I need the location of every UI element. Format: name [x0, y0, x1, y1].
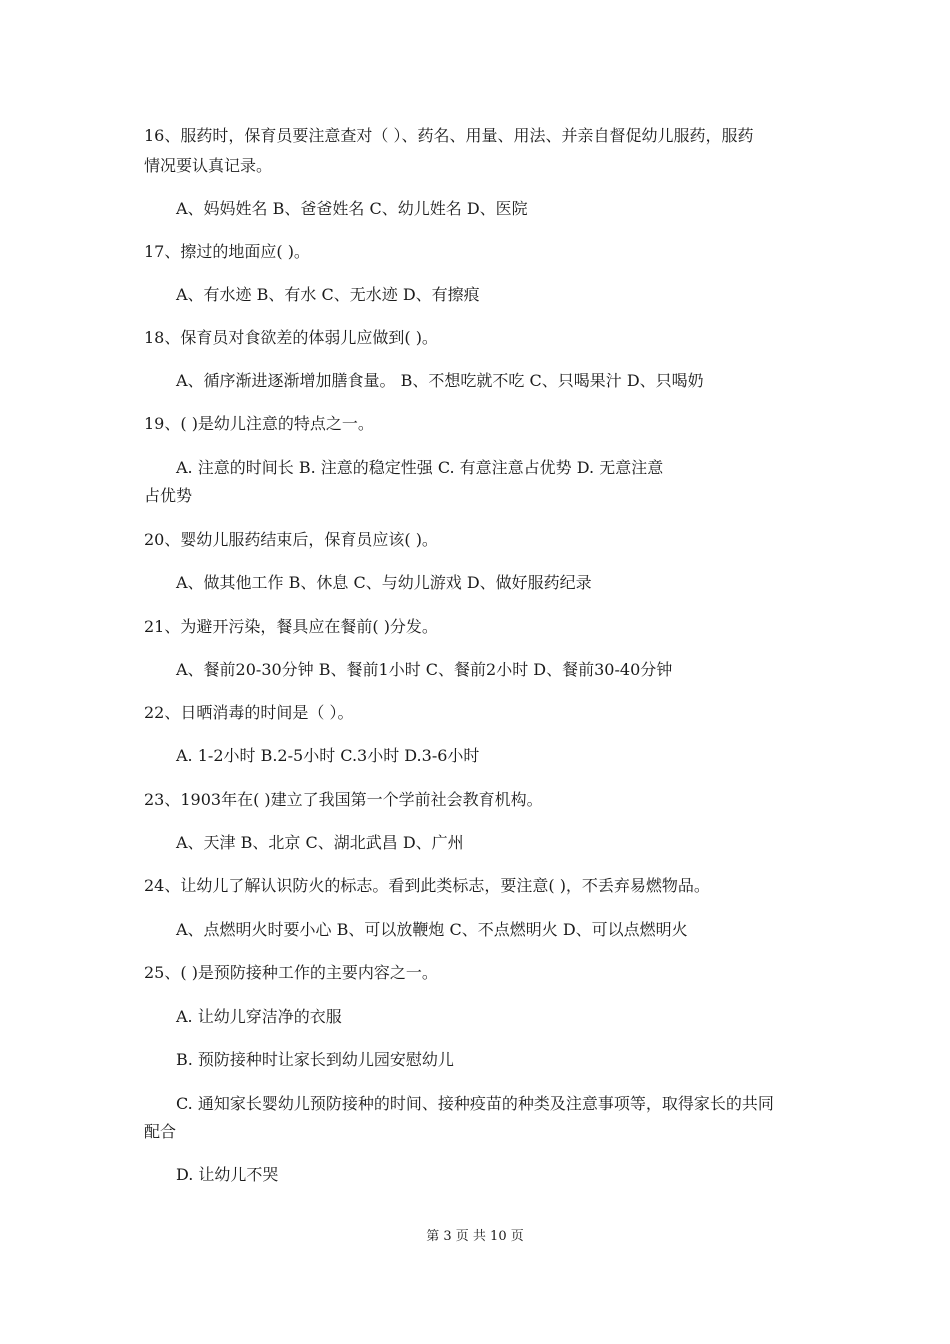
- question-16-text: 16、服药时，保育员要注意查对（ ）、药名、用量、用法、并亲自督促幼儿服药，服药: [144, 126, 754, 145]
- question-18-text: 18、保育员对食欲差的体弱儿应做到( )。: [144, 328, 438, 347]
- question-16-options: A、妈妈姓名 B、爸爸姓名 C、幼儿姓名 D、医院: [176, 199, 528, 218]
- question-25-option-d: D. 让幼儿不哭: [176, 1165, 279, 1184]
- question-25-option-c-cont: 配合: [144, 1122, 177, 1141]
- question-23-text: 23、1903年在( )建立了我国第一个学前社会教育机构。: [144, 790, 543, 809]
- question-20-options: A、做其他工作 B、休息 C、与幼儿游戏 D、做好服药纪录: [176, 573, 592, 592]
- question-21-options: A、餐前20-30分钟 B、餐前1小时 C、餐前2小时 D、餐前30-40分钟: [176, 660, 673, 679]
- question-24-text: 24、让幼儿了解认识防火的标志。看到此类标志，要注意( )，不丢弃易燃物品。: [144, 876, 710, 895]
- question-21-text: 21、为避开污染，餐具应在餐前( )分发。: [144, 617, 438, 636]
- question-18-options: A、循序渐进逐渐增加膳食量。 B、不想吃就不吃 C、只喝果汁 D、只喝奶: [176, 371, 704, 390]
- question-25-option-a: A. 让幼儿穿洁净的衣服: [176, 1007, 342, 1026]
- question-20-text: 20、婴幼儿服药结束后，保育员应该( )。: [144, 530, 438, 549]
- question-22-options: A. 1-2小时 B.2-5小时 C.3小时 D.3-6小时: [176, 746, 480, 765]
- question-24-options: A、点燃明火时要小心 B、可以放鞭炮 C、不点燃明火 D、可以点燃明火: [176, 920, 688, 939]
- question-19-options-cont: 占优势: [144, 486, 193, 505]
- question-25-option-b: B. 预防接种时让家长到幼儿园安慰幼儿: [176, 1050, 454, 1069]
- question-17-options: A、有水迹 B、有水 C、无水迹 D、有擦痕: [176, 285, 480, 304]
- question-17-text: 17、擦过的地面应( )。: [144, 242, 310, 261]
- question-19-options: A. 注意的时间长 B. 注意的稳定性强 C. 有意注意占优势 D. 无意注意: [176, 458, 664, 477]
- question-19-text: 19、( )是幼儿注意的特点之一。: [144, 414, 374, 433]
- question-16-text-cont: 情况要认真记录。: [144, 156, 273, 175]
- page-footer: 第 3 页 共 10 页: [426, 1229, 524, 1244]
- question-22-text: 22、日晒消毒的时间是（ ）。: [144, 703, 354, 722]
- question-25-text: 25、( )是预防接种工作的主要内容之一。: [144, 963, 438, 982]
- question-23-options: A、天津 B、北京 C、湖北武昌 D、广州: [176, 833, 464, 852]
- question-25-option-c: C. 通知家长婴幼儿预防接种的时间、接种疫苗的种类及注意事项等，取得家长的共同: [176, 1094, 774, 1113]
